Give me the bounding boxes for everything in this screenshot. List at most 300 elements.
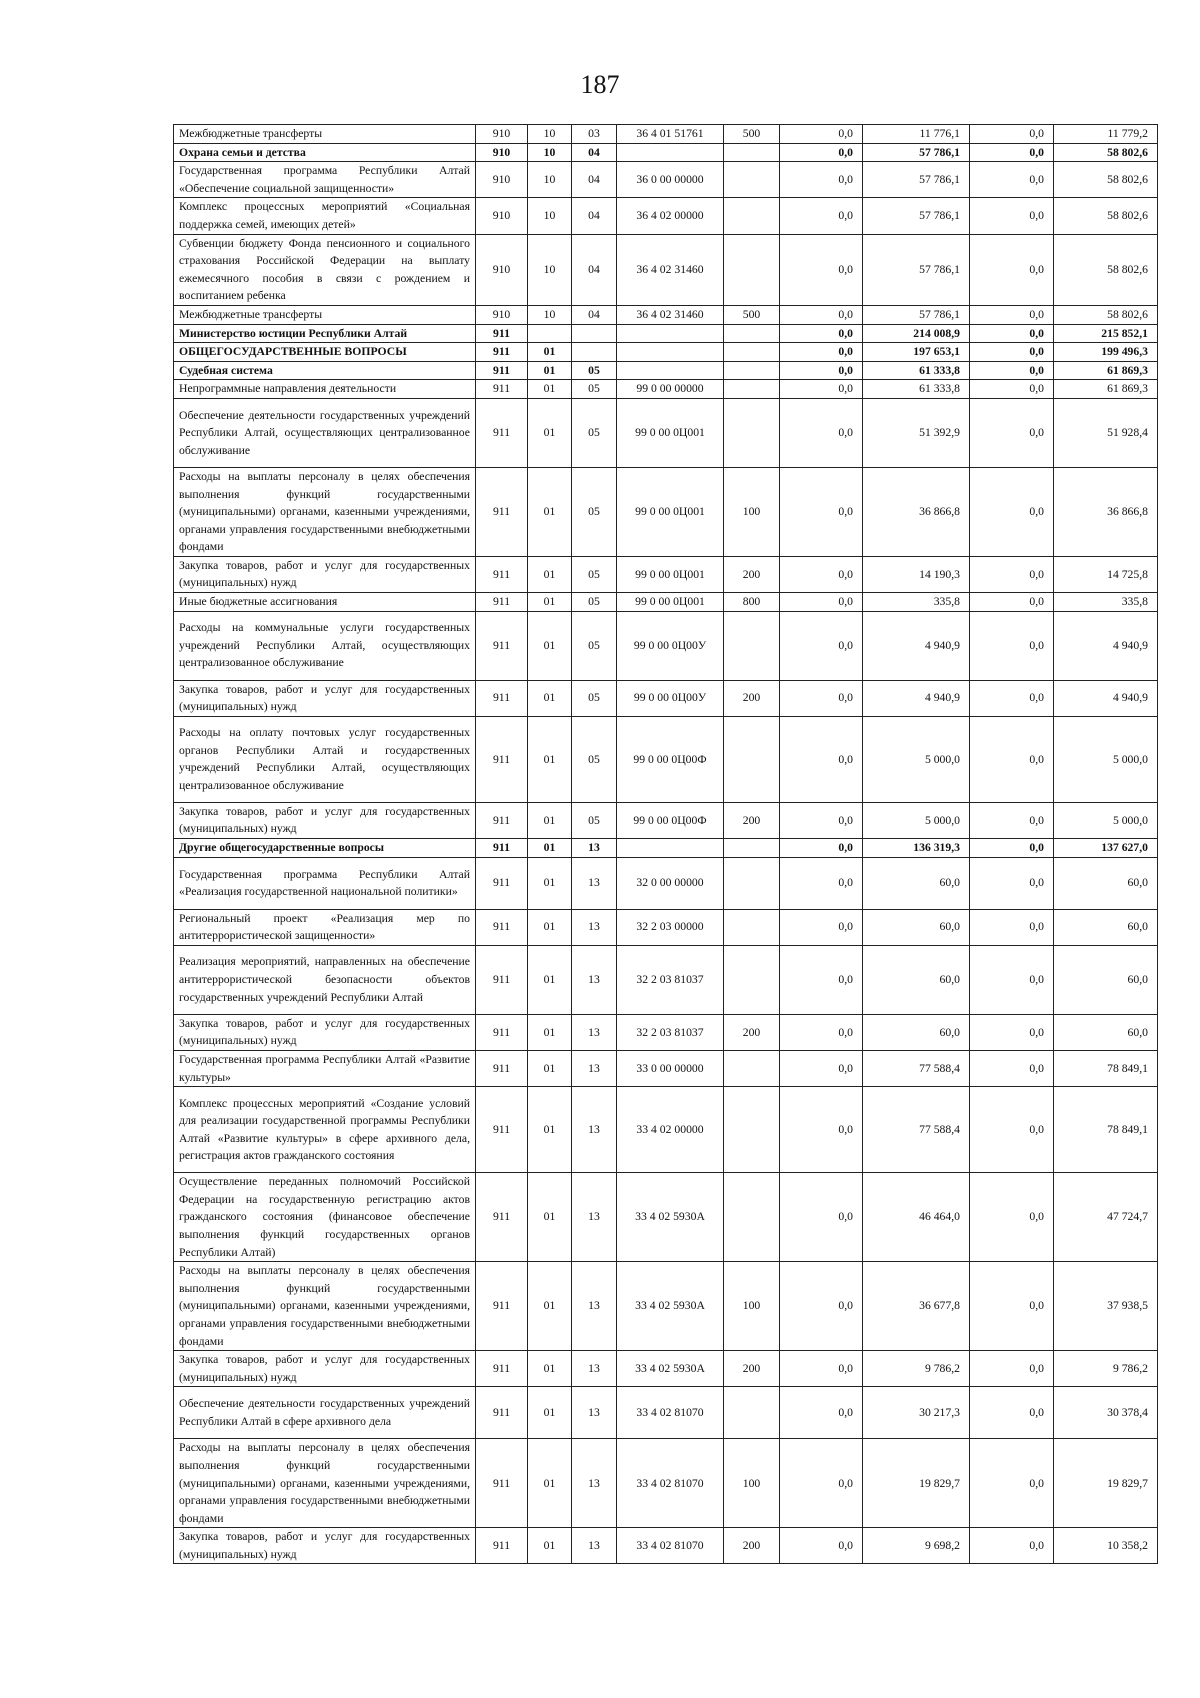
table-row	[174, 611, 1158, 680]
table-row	[174, 162, 1158, 198]
cell-name: Субвенции бюджету Фонда пенсионного и социального страхования Российской Федерации на выплату ежемесячного пособия в связи с рождением и воспитанием ребенка	[174, 234, 476, 305]
cell-amount-2: 60,0	[863, 857, 970, 909]
cell-amount-1: 0,0	[780, 716, 863, 802]
cell-amount-4: 36 866,8	[1054, 467, 1158, 556]
cell-amount-3: 0,0	[970, 398, 1054, 467]
cell-amount-2: 61 333,8	[863, 380, 970, 399]
cell-amount-4: 9 786,2	[1054, 1351, 1158, 1387]
table-row	[174, 839, 1158, 858]
table-row	[174, 1387, 1158, 1439]
cell-amount-1: 0,0	[780, 125, 863, 144]
cell-ved: 911	[476, 611, 528, 680]
cell-name: Комплекс процессных мероприятий «Создание условий для реализации государственной программы Республики Алтай «Развитие культуры» в сфере архивного дела, регистрация актов гражданского состояния	[174, 1087, 476, 1173]
cell-amount-3: 0,0	[970, 305, 1054, 324]
cell-pr: 05	[572, 398, 617, 467]
table-row	[174, 324, 1158, 343]
table-row	[174, 945, 1158, 1014]
cell-csr	[617, 324, 724, 343]
cell-amount-4: 335,8	[1054, 593, 1158, 612]
table-row	[174, 343, 1158, 362]
cell-rz: 01	[528, 1014, 572, 1050]
cell-amount-3: 0,0	[970, 125, 1054, 144]
cell-vr: 200	[724, 1351, 780, 1387]
cell-amount-2: 9 698,2	[863, 1528, 970, 1564]
cell-name: Расходы на выплаты персоналу в целях обеспечения выполнения функций государственными (муниципальными) органами, казенными учреждениями, органами управления государственными внебюджетными фондами	[174, 1439, 476, 1528]
cell-pr: 05	[572, 361, 617, 380]
cell-amount-2: 19 829,7	[863, 1439, 970, 1528]
cell-name: Обеспечение деятельности государственных учреждений Республики Алтай, осуществляющих централизованное обслуживание	[174, 398, 476, 467]
cell-amount-3: 0,0	[970, 234, 1054, 305]
cell-amount-4: 14 725,8	[1054, 556, 1158, 592]
cell-name: Государственная программа Республики Алтай «Реализация государственной национальной политики»	[174, 857, 476, 909]
cell-vr	[724, 909, 780, 945]
cell-name: Региональный проект «Реализация мер по антитеррористической защищенности»	[174, 909, 476, 945]
cell-amount-4: 60,0	[1054, 945, 1158, 1014]
cell-pr: 04	[572, 234, 617, 305]
cell-amount-4: 60,0	[1054, 1014, 1158, 1050]
cell-pr: 13	[572, 1173, 617, 1262]
cell-amount-4: 78 849,1	[1054, 1087, 1158, 1173]
cell-ved: 911	[476, 1528, 528, 1564]
cell-amount-3: 0,0	[970, 1439, 1054, 1528]
cell-csr	[617, 839, 724, 858]
cell-amount-1: 0,0	[780, 398, 863, 467]
cell-csr: 33 4 02 81070	[617, 1528, 724, 1564]
cell-amount-3: 0,0	[970, 1087, 1054, 1173]
cell-amount-2: 11 776,1	[863, 125, 970, 144]
cell-amount-3: 0,0	[970, 143, 1054, 162]
cell-amount-4: 61 869,3	[1054, 380, 1158, 399]
cell-rz: 01	[528, 467, 572, 556]
cell-csr: 36 4 02 31460	[617, 305, 724, 324]
cell-amount-4: 58 802,6	[1054, 234, 1158, 305]
cell-amount-2: 197 653,1	[863, 343, 970, 362]
cell-amount-4: 199 496,3	[1054, 343, 1158, 362]
cell-ved: 911	[476, 1014, 528, 1050]
cell-amount-2: 5 000,0	[863, 802, 970, 838]
cell-name: Межбюджетные трансферты	[174, 305, 476, 324]
cell-pr: 13	[572, 909, 617, 945]
cell-pr: 13	[572, 1528, 617, 1564]
cell-ved: 910	[476, 162, 528, 198]
cell-rz: 01	[528, 398, 572, 467]
cell-amount-2: 136 319,3	[863, 839, 970, 858]
cell-amount-2: 60,0	[863, 945, 970, 1014]
cell-rz: 01	[528, 343, 572, 362]
cell-amount-3: 0,0	[970, 802, 1054, 838]
cell-amount-2: 57 786,1	[863, 234, 970, 305]
cell-amount-1: 0,0	[780, 1351, 863, 1387]
cell-amount-4: 37 938,5	[1054, 1262, 1158, 1351]
cell-name: Расходы на выплаты персоналу в целях обеспечения выполнения функций государственными (муниципальными) органами, казенными учреждениями, органами управления государственными внебюджетными фондами	[174, 467, 476, 556]
cell-csr: 99 0 00 00000	[617, 380, 724, 399]
table-row	[174, 380, 1158, 399]
cell-name: Закупка товаров, работ и услуг для государственных (муниципальных) нужд	[174, 556, 476, 592]
cell-pr: 04	[572, 198, 617, 234]
cell-ved: 910	[476, 125, 528, 144]
cell-vr	[724, 1173, 780, 1262]
cell-csr: 99 0 00 0Ц00У	[617, 680, 724, 716]
cell-csr	[617, 143, 724, 162]
cell-amount-3: 0,0	[970, 1528, 1054, 1564]
cell-amount-4: 51 928,4	[1054, 398, 1158, 467]
cell-amount-3: 0,0	[970, 680, 1054, 716]
cell-name: Другие общегосударственные вопросы	[174, 839, 476, 858]
cell-name: Расходы на выплаты персоналу в целях обеспечения выполнения функций государственными (муниципальными) органами, казенными учреждениями, органами управления государственными внебюджетными фондами	[174, 1262, 476, 1351]
cell-vr	[724, 398, 780, 467]
cell-rz: 01	[528, 945, 572, 1014]
cell-csr: 33 4 02 81070	[617, 1439, 724, 1528]
cell-pr	[572, 343, 617, 362]
cell-amount-1: 0,0	[780, 857, 863, 909]
cell-name: Судебная система	[174, 361, 476, 380]
cell-csr: 32 2 03 81037	[617, 945, 724, 1014]
cell-amount-3: 0,0	[970, 839, 1054, 858]
cell-rz	[528, 324, 572, 343]
cell-ved: 911	[476, 361, 528, 380]
cell-vr	[724, 380, 780, 399]
cell-rz: 01	[528, 1439, 572, 1528]
cell-name: Осуществление переданных полномочий Российской Федерации на государственную регистрацию актов гражданского состояния (финансовое обеспечение выполнения функций государственных органов Республики Алтай)	[174, 1173, 476, 1262]
cell-amount-4: 30 378,4	[1054, 1387, 1158, 1439]
cell-amount-4: 215 852,1	[1054, 324, 1158, 343]
cell-amount-1: 0,0	[780, 1173, 863, 1262]
table-row	[174, 857, 1158, 909]
cell-amount-1: 0,0	[780, 324, 863, 343]
cell-csr: 32 2 03 00000	[617, 909, 724, 945]
cell-ved: 911	[476, 945, 528, 1014]
cell-amount-2: 9 786,2	[863, 1351, 970, 1387]
cell-rz: 01	[528, 380, 572, 399]
cell-rz: 01	[528, 1351, 572, 1387]
cell-amount-4: 137 627,0	[1054, 839, 1158, 858]
cell-vr: 100	[724, 1262, 780, 1351]
cell-csr: 99 0 00 0Ц00У	[617, 611, 724, 680]
cell-amount-2: 61 333,8	[863, 361, 970, 380]
cell-amount-2: 5 000,0	[863, 716, 970, 802]
cell-rz: 01	[528, 716, 572, 802]
cell-amount-3: 0,0	[970, 857, 1054, 909]
cell-vr	[724, 1387, 780, 1439]
cell-amount-3: 0,0	[970, 380, 1054, 399]
table-row	[174, 398, 1158, 467]
cell-ved: 910	[476, 198, 528, 234]
cell-pr: 05	[572, 802, 617, 838]
cell-name: Закупка товаров, работ и услуг для государственных (муниципальных) нужд	[174, 1351, 476, 1387]
cell-pr: 05	[572, 556, 617, 592]
cell-vr	[724, 857, 780, 909]
cell-amount-1: 0,0	[780, 945, 863, 1014]
cell-amount-4: 10 358,2	[1054, 1528, 1158, 1564]
cell-rz: 01	[528, 680, 572, 716]
cell-ved: 911	[476, 556, 528, 592]
cell-amount-1: 0,0	[780, 556, 863, 592]
cell-rz: 01	[528, 1387, 572, 1439]
cell-amount-4: 4 940,9	[1054, 680, 1158, 716]
table-row	[174, 1087, 1158, 1173]
cell-rz: 01	[528, 1262, 572, 1351]
cell-vr: 200	[724, 802, 780, 838]
cell-amount-3: 0,0	[970, 945, 1054, 1014]
cell-vr	[724, 1087, 780, 1173]
cell-amount-4: 58 802,6	[1054, 198, 1158, 234]
cell-amount-1: 0,0	[780, 1051, 863, 1087]
cell-amount-3: 0,0	[970, 1387, 1054, 1439]
cell-vr: 500	[724, 305, 780, 324]
cell-vr	[724, 839, 780, 858]
cell-amount-1: 0,0	[780, 380, 863, 399]
cell-amount-3: 0,0	[970, 1262, 1054, 1351]
cell-amount-1: 0,0	[780, 467, 863, 556]
cell-csr	[617, 343, 724, 362]
cell-amount-1: 0,0	[780, 593, 863, 612]
cell-rz: 01	[528, 1087, 572, 1173]
cell-amount-4: 11 779,2	[1054, 125, 1158, 144]
table-row	[174, 1014, 1158, 1050]
cell-name: Реализация мероприятий, направленных на обеспечение антитеррористической безопасности объектов государственных учреждений Республики Алтай	[174, 945, 476, 1014]
cell-vr	[724, 945, 780, 1014]
table-row	[174, 593, 1158, 612]
cell-vr: 200	[724, 1528, 780, 1564]
cell-amount-1: 0,0	[780, 839, 863, 858]
cell-vr: 100	[724, 467, 780, 556]
cell-amount-1: 0,0	[780, 802, 863, 838]
cell-ved: 911	[476, 909, 528, 945]
cell-amount-2: 60,0	[863, 1014, 970, 1050]
cell-name: Обеспечение деятельности государственных учреждений Республики Алтай в сфере архивного дела	[174, 1387, 476, 1439]
cell-ved: 910	[476, 143, 528, 162]
cell-rz: 01	[528, 556, 572, 592]
cell-vr	[724, 324, 780, 343]
cell-amount-4: 60,0	[1054, 857, 1158, 909]
table-row	[174, 1173, 1158, 1262]
cell-name: ОБЩЕГОСУДАРСТВЕННЫЕ ВОПРОСЫ	[174, 343, 476, 362]
cell-amount-4: 60,0	[1054, 909, 1158, 945]
cell-amount-1: 0,0	[780, 343, 863, 362]
cell-amount-2: 36 677,8	[863, 1262, 970, 1351]
cell-rz: 10	[528, 162, 572, 198]
cell-rz: 10	[528, 198, 572, 234]
cell-amount-2: 51 392,9	[863, 398, 970, 467]
cell-rz: 01	[528, 1051, 572, 1087]
cell-amount-3: 0,0	[970, 1351, 1054, 1387]
cell-amount-1: 0,0	[780, 305, 863, 324]
cell-vr	[724, 1051, 780, 1087]
cell-vr: 800	[724, 593, 780, 612]
cell-ved: 911	[476, 467, 528, 556]
table-row	[174, 556, 1158, 592]
cell-pr: 04	[572, 162, 617, 198]
cell-amount-1: 0,0	[780, 234, 863, 305]
cell-csr: 32 2 03 81037	[617, 1014, 724, 1050]
cell-amount-4: 4 940,9	[1054, 611, 1158, 680]
cell-rz: 01	[528, 361, 572, 380]
cell-csr: 32 0 00 00000	[617, 857, 724, 909]
cell-csr: 36 0 00 00000	[617, 162, 724, 198]
cell-amount-1: 0,0	[780, 680, 863, 716]
cell-pr: 05	[572, 380, 617, 399]
cell-amount-3: 0,0	[970, 716, 1054, 802]
cell-pr: 05	[572, 716, 617, 802]
cell-amount-2: 335,8	[863, 593, 970, 612]
cell-ved: 910	[476, 305, 528, 324]
cell-name: Иные бюджетные ассигнования	[174, 593, 476, 612]
cell-csr: 36 4 01 51761	[617, 125, 724, 144]
cell-amount-3: 0,0	[970, 611, 1054, 680]
cell-amount-1: 0,0	[780, 909, 863, 945]
cell-vr: 100	[724, 1439, 780, 1528]
cell-rz: 10	[528, 143, 572, 162]
cell-pr: 05	[572, 593, 617, 612]
cell-amount-3: 0,0	[970, 556, 1054, 592]
cell-ved: 911	[476, 343, 528, 362]
cell-amount-1: 0,0	[780, 1439, 863, 1528]
cell-vr	[724, 343, 780, 362]
table-row	[174, 143, 1158, 162]
cell-amount-2: 46 464,0	[863, 1173, 970, 1262]
cell-ved: 911	[476, 593, 528, 612]
cell-rz: 10	[528, 125, 572, 144]
cell-vr	[724, 162, 780, 198]
cell-rz: 01	[528, 1528, 572, 1564]
cell-amount-2: 57 786,1	[863, 143, 970, 162]
cell-amount-3: 0,0	[970, 467, 1054, 556]
cell-csr: 99 0 00 0Ц001	[617, 556, 724, 592]
cell-name: Закупка товаров, работ и услуг для государственных (муниципальных) нужд	[174, 1528, 476, 1564]
cell-amount-3: 0,0	[970, 1014, 1054, 1050]
cell-rz: 01	[528, 1173, 572, 1262]
cell-rz: 01	[528, 593, 572, 612]
cell-amount-2: 57 786,1	[863, 162, 970, 198]
cell-pr: 13	[572, 1439, 617, 1528]
table-row	[174, 305, 1158, 324]
cell-csr: 36 4 02 00000	[617, 198, 724, 234]
cell-amount-1: 0,0	[780, 361, 863, 380]
cell-amount-3: 0,0	[970, 324, 1054, 343]
cell-amount-4: 19 829,7	[1054, 1439, 1158, 1528]
cell-name: Закупка товаров, работ и услуг для государственных (муниципальных) нужд	[174, 802, 476, 838]
cell-ved: 911	[476, 1351, 528, 1387]
cell-amount-1: 0,0	[780, 1262, 863, 1351]
cell-ved: 911	[476, 1173, 528, 1262]
cell-pr: 03	[572, 125, 617, 144]
table-row	[174, 361, 1158, 380]
cell-ved: 911	[476, 680, 528, 716]
cell-amount-2: 4 940,9	[863, 611, 970, 680]
table-row	[174, 802, 1158, 838]
cell-amount-2: 77 588,4	[863, 1087, 970, 1173]
cell-rz: 01	[528, 909, 572, 945]
cell-rz: 01	[528, 611, 572, 680]
table-row	[174, 680, 1158, 716]
cell-ved: 911	[476, 1051, 528, 1087]
cell-vr: 500	[724, 125, 780, 144]
cell-csr: 99 0 00 0Ц00Ф	[617, 716, 724, 802]
cell-rz: 10	[528, 234, 572, 305]
cell-ved: 911	[476, 324, 528, 343]
table-row	[174, 909, 1158, 945]
cell-amount-4: 61 869,3	[1054, 361, 1158, 380]
cell-vr	[724, 234, 780, 305]
cell-amount-3: 0,0	[970, 361, 1054, 380]
cell-amount-1: 0,0	[780, 1528, 863, 1564]
cell-ved: 911	[476, 802, 528, 838]
cell-name: Расходы на оплату почтовых услуг государственных органов Республики Алтай и государственных учреждений Республики Алтай, осуществляющих централизованное обслуживание	[174, 716, 476, 802]
cell-ved: 911	[476, 398, 528, 467]
cell-pr: 05	[572, 467, 617, 556]
cell-pr: 13	[572, 1014, 617, 1050]
cell-vr	[724, 143, 780, 162]
cell-ved: 911	[476, 1262, 528, 1351]
cell-amount-2: 77 588,4	[863, 1051, 970, 1087]
table-row	[174, 1262, 1158, 1351]
table-row	[174, 198, 1158, 234]
cell-csr: 36 4 02 31460	[617, 234, 724, 305]
cell-amount-4: 78 849,1	[1054, 1051, 1158, 1087]
cell-pr: 13	[572, 857, 617, 909]
cell-name: Межбюджетные трансферты	[174, 125, 476, 144]
cell-csr: 33 4 02 5930А	[617, 1262, 724, 1351]
cell-name: Закупка товаров, работ и услуг для государственных (муниципальных) нужд	[174, 1014, 476, 1050]
table-row	[174, 1351, 1158, 1387]
cell-name: Комплекс процессных мероприятий «Социальная поддержка семей, имеющих детей»	[174, 198, 476, 234]
cell-amount-3: 0,0	[970, 1051, 1054, 1087]
cell-pr: 04	[572, 143, 617, 162]
cell-ved: 911	[476, 716, 528, 802]
cell-amount-1: 0,0	[780, 611, 863, 680]
cell-csr: 99 0 00 0Ц001	[617, 593, 724, 612]
cell-ved: 911	[476, 857, 528, 909]
cell-amount-2: 36 866,8	[863, 467, 970, 556]
cell-amount-1: 0,0	[780, 1087, 863, 1173]
cell-pr: 05	[572, 680, 617, 716]
cell-ved: 911	[476, 1087, 528, 1173]
cell-pr: 13	[572, 1051, 617, 1087]
cell-name: Государственная программа Республики Алтай «Обеспечение социальной защищенности»	[174, 162, 476, 198]
cell-pr: 05	[572, 611, 617, 680]
cell-csr: 33 4 02 5930А	[617, 1173, 724, 1262]
cell-pr: 13	[572, 945, 617, 1014]
cell-amount-4: 58 802,6	[1054, 143, 1158, 162]
cell-csr: 99 0 00 0Ц00Ф	[617, 802, 724, 838]
cell-amount-1: 0,0	[780, 198, 863, 234]
cell-pr: 13	[572, 839, 617, 858]
cell-csr	[617, 361, 724, 380]
cell-amount-3: 0,0	[970, 198, 1054, 234]
cell-pr: 04	[572, 305, 617, 324]
table-row	[174, 125, 1158, 144]
cell-amount-1: 0,0	[780, 143, 863, 162]
cell-name: Расходы на коммунальные услуги государственных учреждений Республики Алтай, осуществляющих централизованное обслуживание	[174, 611, 476, 680]
cell-csr: 33 4 02 81070	[617, 1387, 724, 1439]
table-row	[174, 1528, 1158, 1564]
cell-name: Охрана семьи и детства	[174, 143, 476, 162]
cell-csr: 33 4 02 00000	[617, 1087, 724, 1173]
cell-rz: 01	[528, 857, 572, 909]
table-body	[174, 125, 1158, 1564]
cell-name: Непрограммные направления деятельности	[174, 380, 476, 399]
budget-table	[173, 124, 1158, 1564]
cell-pr: 13	[572, 1387, 617, 1439]
table-row	[174, 234, 1158, 305]
cell-amount-2: 4 940,9	[863, 680, 970, 716]
table-row	[174, 467, 1158, 556]
cell-vr: 200	[724, 556, 780, 592]
cell-amount-2: 57 786,1	[863, 305, 970, 324]
page-number: 187	[580, 70, 620, 99]
cell-amount-3: 0,0	[970, 343, 1054, 362]
cell-amount-3: 0,0	[970, 909, 1054, 945]
